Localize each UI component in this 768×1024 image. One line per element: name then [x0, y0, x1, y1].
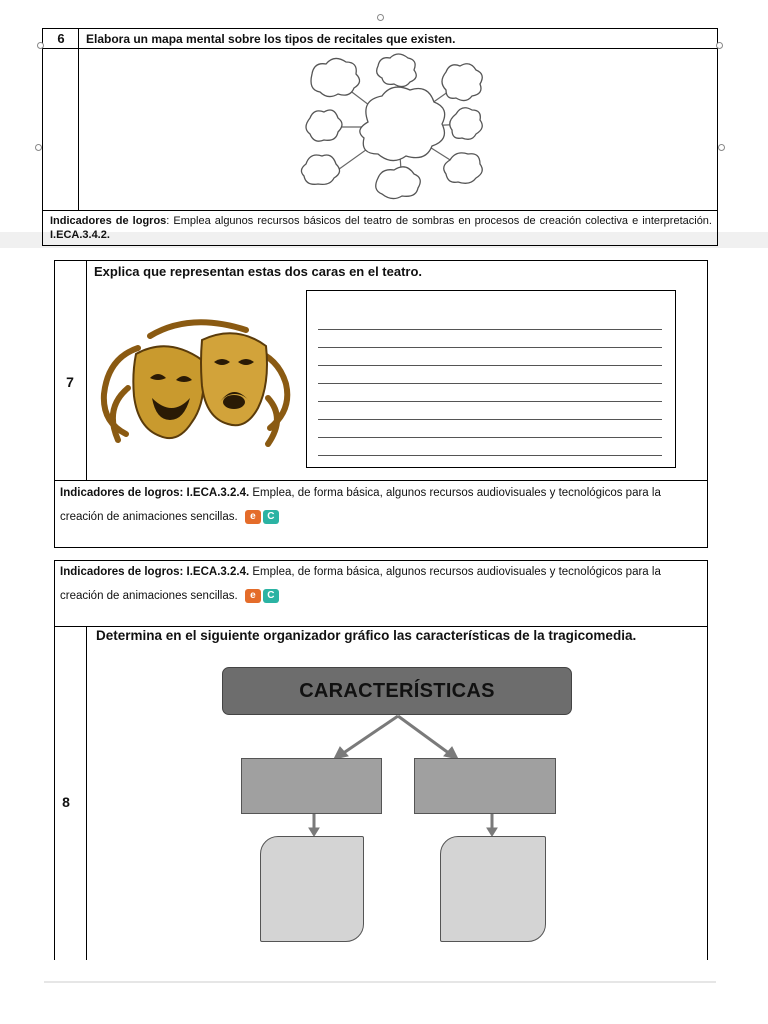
- q7-prompt: Explica que representan estas dos caras en el teatro.: [94, 264, 423, 279]
- resize-handle[interactable]: [35, 144, 42, 151]
- e-icon: e: [245, 589, 261, 603]
- q7-number: 7: [66, 374, 74, 390]
- cloud-left: [306, 110, 342, 141]
- indicator-label: Indicadores de logros:: [60, 566, 184, 578]
- chat-c-icon: C: [263, 510, 279, 524]
- indicator-code: I.ECA.3.2.4.: [186, 487, 250, 499]
- cloud-top-right: [442, 64, 482, 101]
- q8-col-line: [86, 626, 87, 960]
- answer-line[interactable]: [318, 455, 662, 456]
- answer-line[interactable]: [318, 365, 662, 366]
- resize-handle[interactable]: [37, 42, 44, 49]
- answer-line[interactable]: [318, 383, 662, 384]
- cloud-top: [377, 54, 417, 87]
- comedy-mask: [133, 346, 203, 438]
- characteristics-header: CARACTERÍSTICAS: [299, 680, 495, 702]
- indicator-code: I.ECA.3.4.2.: [50, 229, 110, 241]
- q7-col-line: [86, 260, 87, 480]
- e-icon: e: [245, 510, 261, 524]
- answer-line[interactable]: [318, 329, 662, 330]
- tragedy-mask: [201, 333, 267, 425]
- q6-number: 6: [57, 31, 65, 46]
- organizer-box-left[interactable]: [241, 758, 382, 814]
- q8-number: 8: [62, 794, 70, 810]
- ribbon: [268, 398, 277, 444]
- organizer-box-right[interactable]: [414, 758, 556, 814]
- mind-map-image: [290, 52, 510, 208]
- answer-line[interactable]: [318, 347, 662, 348]
- cloud-right: [450, 108, 483, 140]
- q8-row-line: [54, 626, 708, 627]
- q8-prompt: Determina en el siguiente organizador gráfico las características de la tragicomedia.: [96, 628, 637, 643]
- answer-line[interactable]: [318, 437, 662, 438]
- indicator-text: Emplea, de forma básica, algunos recursos audiovisuales y tecnológicos para la creación de animaciones sencillas.: [60, 487, 661, 523]
- answer-line[interactable]: [318, 401, 662, 402]
- indicator-text: : Emplea algunos recursos básicos del teatro de sombras en procesos de creación colectiva e interpretación.: [166, 215, 712, 227]
- cloud-top-left: [311, 58, 360, 96]
- q8-indicator: [60, 560, 704, 608]
- resize-handle[interactable]: [718, 144, 725, 151]
- organizer-answer-left[interactable]: [260, 836, 364, 942]
- q6-row-line-1: [42, 48, 718, 49]
- q6-row-line-2: [42, 210, 718, 211]
- resize-handle[interactable]: [377, 14, 384, 21]
- answer-line[interactable]: [318, 419, 662, 420]
- resize-handle[interactable]: [716, 42, 723, 49]
- indicator-label: Indicadores de logros:: [60, 487, 184, 499]
- indicator-label: Indicadores de logros: [50, 215, 167, 227]
- center-cloud: [360, 87, 445, 160]
- q7-indicator: [60, 481, 704, 529]
- q7-answer-box[interactable]: [306, 290, 676, 468]
- q6-prompt: Elabora un mapa mental sobre los tipos de recitales que existen.: [86, 32, 456, 46]
- organizer-answer-right[interactable]: [440, 836, 546, 942]
- indicator-code: I.ECA.3.2.4.: [186, 566, 250, 578]
- q6-col-line: [78, 28, 79, 210]
- cloud-bottom-left: [301, 155, 339, 184]
- indicator-text: Emplea, de forma básica, algunos recursos audiovisuales y tecnológicos para la creación de animaciones sencillas.: [60, 566, 661, 602]
- theater-masks-image: [98, 318, 294, 452]
- chat-c-icon: C: [263, 589, 279, 603]
- bottom-divider: [44, 981, 716, 983]
- cloud-bottom: [376, 167, 421, 199]
- characteristics-header-box[interactable]: [222, 667, 572, 715]
- cloud-bottom-right: [444, 153, 483, 183]
- q6-indicator: [50, 214, 712, 242]
